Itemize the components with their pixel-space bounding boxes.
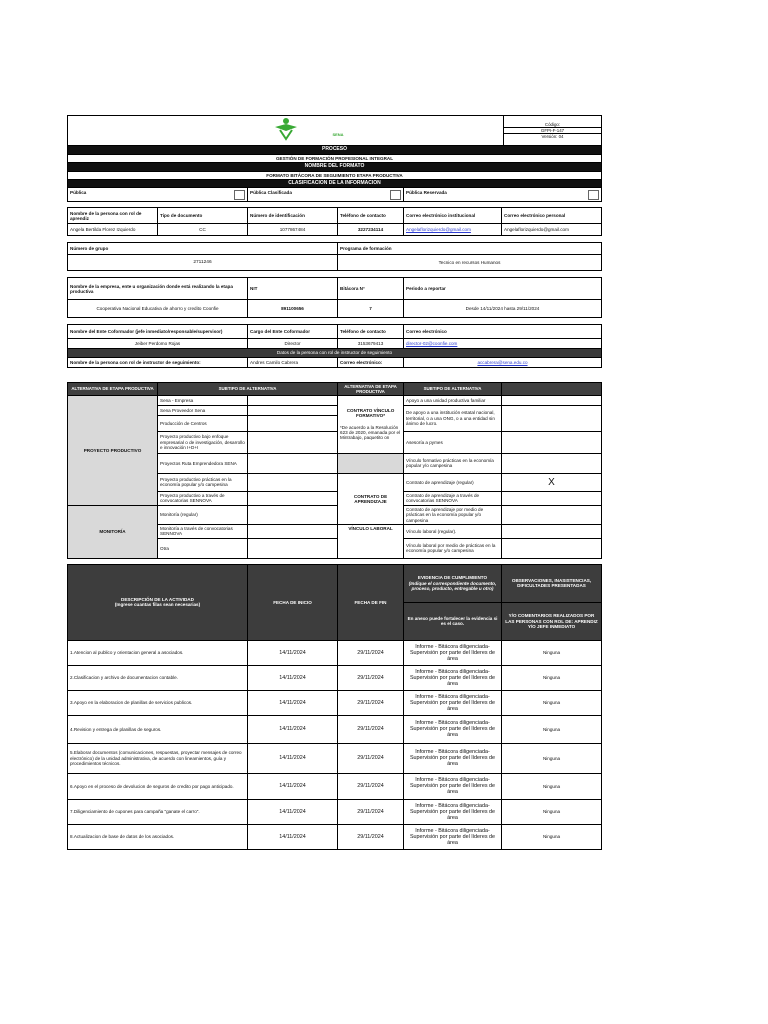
aprendiz-label-5: Correo electrónico personal — [502, 208, 602, 224]
act-obs[interactable]: Ninguna — [502, 799, 602, 824]
act-inicio[interactable]: 14/11/2024 — [248, 743, 338, 773]
act-fin[interactable]: 29/11/2024 — [338, 773, 404, 799]
publica-label: Pública — [70, 189, 87, 195]
act-desc[interactable]: 1.Atencion al publico y orientacion general a asociados. — [68, 640, 248, 665]
actividades-table — [67, 564, 602, 850]
laboral-mark-1[interactable] — [502, 538, 602, 558]
laboral-mark-0[interactable] — [502, 525, 602, 539]
aprendiz-label-2: Número de identificación — [248, 208, 338, 224]
act-fin[interactable]: 29/11/2024 — [338, 715, 404, 743]
aprendizaje-item-0: Contrato de aprendizaje (regular) — [404, 473, 502, 491]
publica-reservada-checkbox[interactable] — [588, 190, 599, 200]
alt-header: ALTERNATIVA DE ETAPA PRODUCTIVA — [68, 382, 158, 395]
aprendiz-label-0: Nombre de la persona con rol de aprendiz — [68, 208, 158, 224]
publica-checkbox[interactable] — [234, 190, 245, 200]
act-obs[interactable]: Ninguna — [502, 715, 602, 743]
publica-reservada-label: Pública Reservada — [406, 189, 447, 195]
publica-clasificada-checkbox[interactable] — [390, 190, 401, 200]
proyecto-item-2: Producción de Centros — [158, 415, 248, 431]
act-desc[interactable]: 2.Clasificacion y archivo de documentacion contable. — [68, 665, 248, 690]
contrato-vinculo-label — [338, 395, 404, 453]
act-inicio[interactable]: 14/11/2024 — [248, 824, 338, 849]
act-evid-note2: En anexo puede fortalecer la evidencia si es el caso. — [404, 602, 502, 640]
nombre-formato: FORMATO BITÁCORA DE SEGUIMIENTO ETAPA PRODUCTIVA — [68, 171, 602, 179]
monitoria-mark-0[interactable] — [248, 505, 338, 524]
act-fin[interactable]: 29/11/2024 — [338, 640, 404, 665]
act-desc-note: (Ingrese cuantas filas sean necesarias) — [114, 602, 201, 608]
act-desc[interactable]: 7.Diligenciamiento de cupones para campaña "ganate el carro". — [68, 799, 248, 824]
proyecto-mark-6[interactable] — [248, 491, 338, 505]
act-obs[interactable]: Ninguna — [502, 640, 602, 665]
act-obs[interactable]: Ninguna — [502, 824, 602, 849]
act-obs[interactable]: Ninguna — [502, 690, 602, 715]
act-desc[interactable]: 8.Actualizacion de base de datos de los asociados. — [68, 824, 248, 849]
vinculo-item-0: Apoyo a una unidad productiva familiar — [404, 395, 502, 405]
table-row — [68, 743, 602, 773]
act-evid[interactable]: Informe - Bitácora diligenciada- Supervisión por parte del líderes de área — [404, 773, 502, 799]
empresa-nit[interactable]: 891100656 — [248, 300, 338, 318]
act-inicio[interactable]: 14/11/2024 — [248, 715, 338, 743]
vinculo-mark-2[interactable] — [502, 431, 602, 453]
monitoria-label: MONITORÍA — [68, 505, 158, 558]
contrato-vinculo-title: CONTRATO VÍNCULO FORMATIVO* — [346, 407, 395, 419]
grupo-num[interactable]: 2711246 — [68, 255, 338, 271]
act-inicio[interactable]: 14/11/2024 — [248, 665, 338, 690]
act-evid[interactable]: Informe - Bitácora diligenciada- Supervisión por parte del líderes de área — [404, 715, 502, 743]
periodo-label: Periodo a reportar — [404, 278, 602, 300]
vinculo-spacer — [338, 453, 404, 473]
proyecto-item-4: Proyectos Ruta Emprendedora SENA — [158, 453, 248, 473]
nombre-formato-label: NOMBRE DEL FORMATO — [68, 163, 602, 171]
act-desc[interactable]: 4.Revision y entrega de planillas de seguros. — [68, 715, 248, 743]
coformador-correo-link[interactable]: director-02@coonfie.com — [404, 339, 602, 349]
aprendiz-telefono[interactable]: 3227234114 — [338, 224, 404, 236]
proyecto-mark-5[interactable] — [248, 473, 338, 491]
proyecto-mark-2[interactable] — [248, 415, 338, 431]
proyecto-mark-3[interactable] — [248, 431, 338, 453]
bitacora-sheet — [67, 115, 601, 850]
act-inicio[interactable]: 14/11/2024 — [248, 640, 338, 665]
table-row — [68, 690, 602, 715]
sub-header-2: SUBTIPO DE ALTERNATIVA — [404, 382, 502, 395]
coformador-label-3: Correo electrónico — [404, 325, 602, 339]
proyecto-item-1: Sena Proveedor Sena — [158, 405, 248, 415]
monitoria-item-0: Monitoría (regular) — [158, 505, 248, 524]
table-row — [68, 640, 602, 665]
logo-cell — [68, 116, 504, 146]
sena-logo-icon — [271, 117, 301, 143]
mark-header — [502, 382, 602, 395]
table-row — [68, 715, 602, 743]
codigo-label: Código: — [504, 122, 601, 128]
aprendiz-label-4: Correo electrónico institucional — [404, 208, 502, 224]
aprendiz-correo-inst-link[interactable]: Angelaflorizquierdo@gmail.com — [404, 224, 502, 236]
act-evid[interactable]: Informe - Bitácora diligenciada- Supervisión por parte del líderes de área — [404, 665, 502, 690]
periodo[interactable]: Desde 14/11/2024 hasta 29/11/2024 — [404, 300, 602, 318]
act-obs[interactable]: Ninguna — [502, 665, 602, 690]
act-desc-header — [68, 564, 248, 640]
proyecto-mark-0[interactable] — [248, 395, 338, 405]
bitacora-label: Bitácora N° — [338, 278, 404, 300]
codigo-box — [504, 116, 602, 146]
coformador-table — [67, 324, 602, 367]
laboral-item-0: Vínculo laboral (regular). — [404, 525, 502, 539]
act-evid[interactable]: Informe - Bitácora diligenciada- Supervisión por parte del líderes de área — [404, 743, 502, 773]
table-row — [68, 773, 602, 799]
vinculo-mark-1[interactable] — [502, 405, 602, 431]
contrato-nota: *De acuerdo a la Resolución 623 de 2020, emanada por el Mintrabajo, paquetito on — [340, 424, 401, 441]
proyecto-mark-4[interactable] — [248, 453, 338, 473]
aprendizaje-mark-0[interactable]: X — [502, 473, 602, 491]
act-evid-title: EVIDENCIA DE CUMPLIMIENTO — [417, 575, 488, 581]
proyecto-mark-1[interactable] — [248, 405, 338, 415]
vinculo-item-3: Vínculo formativo prácticas en la economía popular y/o campesina — [404, 453, 502, 473]
coformador-label-2: Teléfono de contacto — [338, 325, 404, 339]
aprendizaje-item-2: Contrato de aprendizaje por medio de prácticas en la economía popular y/o campesina — [404, 505, 502, 524]
grupo-num-label: Número de grupo — [68, 243, 338, 255]
publica-clasificada-label: Pública Clasificada — [250, 189, 292, 195]
act-inicio[interactable]: 14/11/2024 — [248, 690, 338, 715]
act-obs[interactable]: Ninguna — [502, 773, 602, 799]
instructor-label: Nombre de la persona con rol de instructor de seguimiento: — [68, 357, 248, 367]
aprendiz-tipo-doc[interactable]: CC — [158, 224, 248, 236]
aprendizaje-mark-2[interactable] — [502, 505, 602, 524]
vinculo-mark-3[interactable] — [502, 453, 602, 473]
publica-clasificada-option[interactable] — [248, 188, 404, 202]
publica-option[interactable] — [68, 188, 248, 202]
codigo-value: GFPI-F-147 — [504, 128, 601, 134]
act-inicio[interactable]: 14/11/2024 — [248, 773, 338, 799]
act-obs-header-2: Y/O COMENTARIOS REALIZADOS POR LAS PERSONAS CON ROL DE: APRENDIZ Y/O JEFE INMEDIATO — [502, 602, 602, 640]
act-evid[interactable]: Informe - Bitácora diligenciada- Supervisión por parte del líderes de área — [404, 799, 502, 824]
coformador-nombre[interactable]: Jeiber Perdomo Rojas — [68, 339, 248, 349]
proyecto-item-6: Proyecto productivo a través de convocatorias SENNOVA — [158, 491, 248, 505]
vinculo-item-1: De apoyo a una institución estatal nacional, territorial, o a una ONG, o a una entidad sin ánimo de lucro. — [404, 405, 502, 431]
act-fin[interactable]: 29/11/2024 — [338, 799, 404, 824]
coformador-label-0: Nombre del Ente Coformador (jefe inmediato/responsable/supervisor) — [68, 325, 248, 339]
act-obs[interactable]: Ninguna — [502, 743, 602, 773]
aprendiz-table — [67, 207, 602, 236]
table-row — [68, 824, 602, 849]
act-fin[interactable]: 29/11/2024 — [338, 690, 404, 715]
grupo-table — [67, 242, 602, 271]
act-fin[interactable]: 29/11/2024 — [338, 824, 404, 849]
contrato-aprendizaje-label: CONTRATO DE APRENDIZAJE — [338, 473, 404, 524]
instructor-nombre[interactable]: Andres Camilo Cabrera — [248, 357, 338, 367]
sub-header: SUBTIPO DE ALTERNATIVA — [158, 382, 338, 395]
coformador-label-1: Cargo del Ente Coformador — [248, 325, 338, 339]
aprendiz-label-1: Tipo de documento — [158, 208, 248, 224]
coformador-cargo[interactable]: Director — [248, 339, 338, 349]
coformador-telefono[interactable]: 3153679413 — [338, 339, 404, 349]
vinculo-laboral-label: VÍNCULO LABORAL — [338, 525, 404, 559]
aprendizaje-mark-1[interactable] — [502, 491, 602, 505]
instructor-correo-label: Correo electrónico: — [338, 357, 404, 367]
proyecto-productivo-label: PROYECTO PRODUCTIVO — [68, 395, 158, 505]
instructor-correo-link[interactable]: accabrera@sena.edu.co — [404, 357, 602, 367]
alternativas-table — [67, 382, 602, 559]
programa[interactable]: Tecnico en recursos Humanos — [338, 255, 602, 271]
bitacora-num[interactable]: 7 — [338, 300, 404, 318]
laboral-item-1: Vínculo laboral por medio de prácticas en la economía popular y/o campesina — [404, 538, 502, 558]
act-fin[interactable]: 29/11/2024 — [338, 743, 404, 773]
act-fin-header: FECHA DE FIN — [338, 564, 404, 640]
clasificacion-label: CLASIFICACIÓN DE LA INFORMACIÓN — [68, 180, 602, 188]
sena-logo-text: SENA — [332, 132, 344, 137]
act-evid-note: (Indique el correspondiente documento, proceso, producto, entregable u otro) — [408, 580, 497, 592]
proyecto-item-0: Sena - Empresa — [158, 395, 248, 405]
monitoria-mark-2[interactable] — [248, 538, 338, 558]
table-row — [68, 799, 602, 824]
proyecto-item-5: Proyecto productivo prácticas en la economía popular y/o campesina — [158, 473, 248, 491]
act-desc[interactable]: 6.Apoyo en el proceso de devolucion de seguros de credito por pago anticipado. — [68, 773, 248, 799]
programa-label: Programa de formación — [338, 243, 602, 255]
act-fin[interactable]: 29/11/2024 — [338, 665, 404, 690]
vinculo-item-2: Asesoría a pymes — [404, 431, 502, 453]
nit-label: NIT — [248, 278, 338, 300]
act-desc-title: DESCRIPCIÓN DE LA ACTIVIDAD — [121, 596, 194, 602]
act-desc[interactable]: 3.Apoyo en la elaboracion de planillas de servicios publicos. — [68, 690, 248, 715]
proceso-name: GESTIÓN DE FORMACIÓN PROFESIONAL INTEGRAL — [68, 154, 602, 162]
publica-reservada-option[interactable] — [404, 188, 602, 202]
aprendiz-num-id[interactable]: 1077867484 — [248, 224, 338, 236]
monitoria-mark-1[interactable] — [248, 525, 338, 539]
aprendiz-correo-personal[interactable]: Angelaflorizquierdo@gmail.com — [502, 224, 602, 236]
act-evid[interactable]: Informe - Bitácora diligenciada- Supervisión por parte del líderes de área — [404, 690, 502, 715]
empresa-nombre[interactable]: Cooperativa Nacional Educativa de ahorro y credito Coonfie — [68, 300, 248, 318]
aprendiz-label-3: Teléfono de contacto — [338, 208, 404, 224]
instructor-section: Datos de la persona con rol de instructor de seguimiento — [68, 349, 602, 357]
act-inicio-header: FECHA DE INICIO — [248, 564, 338, 640]
aprendiz-nombre[interactable]: Angela Bertilda Florez Izquierdo — [68, 224, 158, 236]
table-row — [68, 665, 602, 690]
act-evid[interactable]: Informe - Bitácora diligenciada- Supervisión por parte del líderes de área — [404, 824, 502, 849]
proyecto-item-3: Proyecto productivo bajo enfoque empresarial o de investigación, desarrollo e innovación I+D+I — [158, 431, 248, 453]
header-table — [67, 115, 602, 202]
aprendizaje-item-1: Contrato de aprendizaje a través de convocatorias SENNOVA — [404, 491, 502, 505]
monitoria-item-1: Monitoría a través de convocatorias SENNOVA — [158, 525, 248, 539]
act-evid-header — [404, 564, 502, 602]
act-inicio[interactable]: 14/11/2024 — [248, 799, 338, 824]
proceso-label: PROCESO — [68, 146, 602, 154]
alt-header-2: ALTERNATIVA DE ETAPA PRODUCTIVA — [338, 382, 404, 395]
vinculo-mark-0[interactable] — [502, 395, 602, 405]
act-obs-header: OBSERVACIONES, INASISTENCIAS, DIFICULTADES PRESENTADAS — [502, 564, 602, 602]
version-value: Versión: 04 — [541, 134, 564, 140]
empresa-table — [67, 277, 602, 318]
empresa-label: Nombre de la empresa, ente u organización donde está realizando la etapa productiva — [68, 278, 248, 300]
act-evid[interactable]: Informe - Bitácora diligenciada- Supervisión por parte del líderes de área — [404, 640, 502, 665]
monitoria-item-2: Otra — [158, 538, 248, 558]
act-desc[interactable]: 5.Elaborar documentos (comunicaciones, respuestas, proyectar mensajes de correo electrónico) de la unidad administrativa, de acuerdo con lineamientos, guía y procedimientos técnicos. — [68, 743, 248, 773]
